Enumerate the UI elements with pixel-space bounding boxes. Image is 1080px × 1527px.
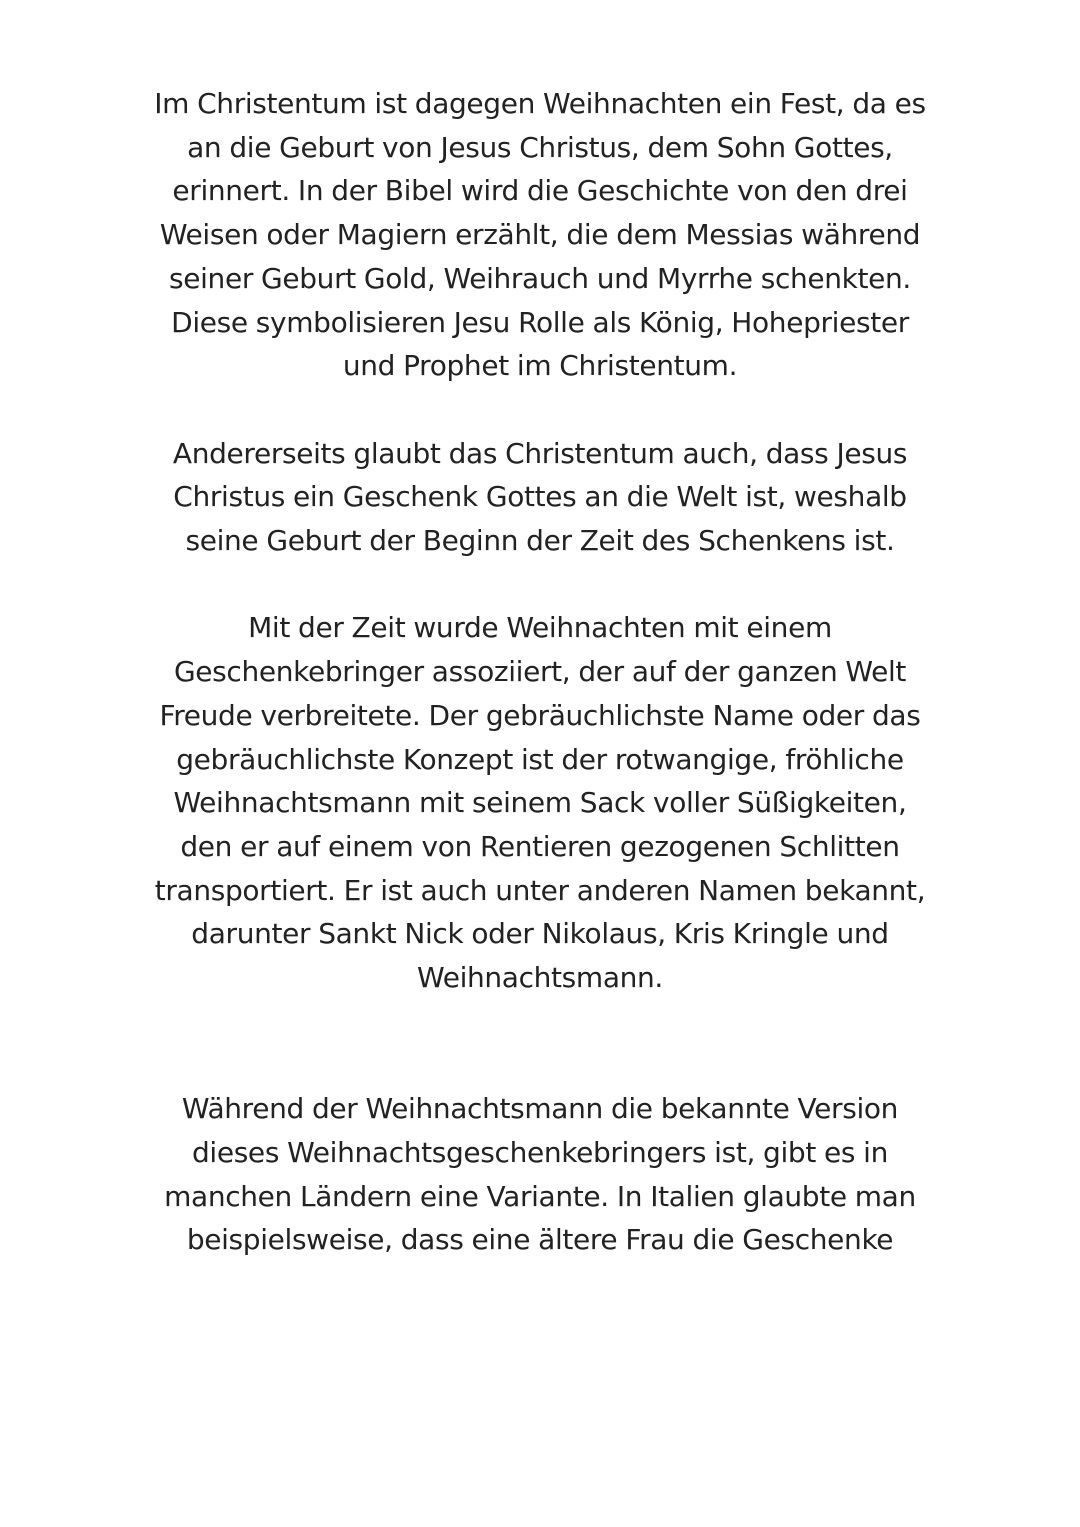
text-line: erinnert. In der Bibel wird die Geschichte von den drei: [172, 174, 908, 208]
text-line: Weihnachtsmann.: [417, 961, 663, 995]
text-line: und Prophet im Christentum.: [342, 349, 738, 383]
document-body: [130, 82, 950, 1262]
text-line: Diese symbolisieren Jesu Rolle als König, Hohepriester: [171, 305, 909, 339]
text-line: Christus ein Geschenk Gottes an die Welt ist, weshalb: [173, 480, 907, 514]
text-line: den er auf einem von Rentieren gezogenen Schlitten: [180, 829, 900, 863]
paragraph-3: [130, 606, 950, 999]
text-line: Mit der Zeit wurde Weihnachten mit einem: [248, 611, 832, 645]
text-line: beispielsweise, dass eine ältere Frau die Geschenke: [186, 1223, 894, 1257]
paragraph-spacer: [130, 563, 950, 607]
text-line: dieses Weihnachtsgeschenkebringers ist, gibt es in: [191, 1135, 889, 1169]
text-line: darunter Sankt Nick oder Nikolaus, Kris Kringle und: [191, 917, 889, 951]
paragraph-4: [130, 1087, 950, 1262]
text-line: Freude verbreitete. Der gebräuchlichste Name oder das: [159, 698, 921, 732]
text-line: transportiert. Er ist auch unter anderen Namen bekannt,: [154, 873, 926, 907]
paragraph-spacer: [130, 388, 950, 432]
paragraph-spacer: [130, 1000, 950, 1087]
text-line: Im Christentum ist dagegen Weihnachten ein Fest, da es: [154, 87, 926, 120]
text-line: manchen Ländern eine Variante. In Italien glaubte man: [164, 1179, 916, 1213]
paragraph-2: [130, 432, 950, 563]
text-line: Weisen oder Magiern erzählt, die dem Messias während: [159, 218, 921, 252]
text-line: seiner Geburt Gold, Weihrauch und Myrrhe schenkten.: [169, 261, 911, 295]
text-line: Weihnachtsmann mit seinem Sack voller Süßigkeiten,: [173, 786, 907, 820]
paragraph-1: [130, 82, 950, 388]
text-line: Andererseits glaubt das Christentum auch, dass Jesus: [172, 436, 908, 470]
text-line: an die Geburt von Jesus Christus, dem Sohn Gottes,: [187, 130, 893, 164]
text-line: gebräuchlichste Konzept ist der rotwangige, fröhliche: [176, 742, 904, 776]
text-line: Während der Weihnachtsmann die bekannte Version: [181, 1092, 899, 1126]
text-line: seine Geburt der Beginn der Zeit des Schenkens ist.: [185, 524, 895, 558]
text-line: Geschenkebringer assoziiert, der auf der ganzen Welt: [173, 655, 907, 689]
